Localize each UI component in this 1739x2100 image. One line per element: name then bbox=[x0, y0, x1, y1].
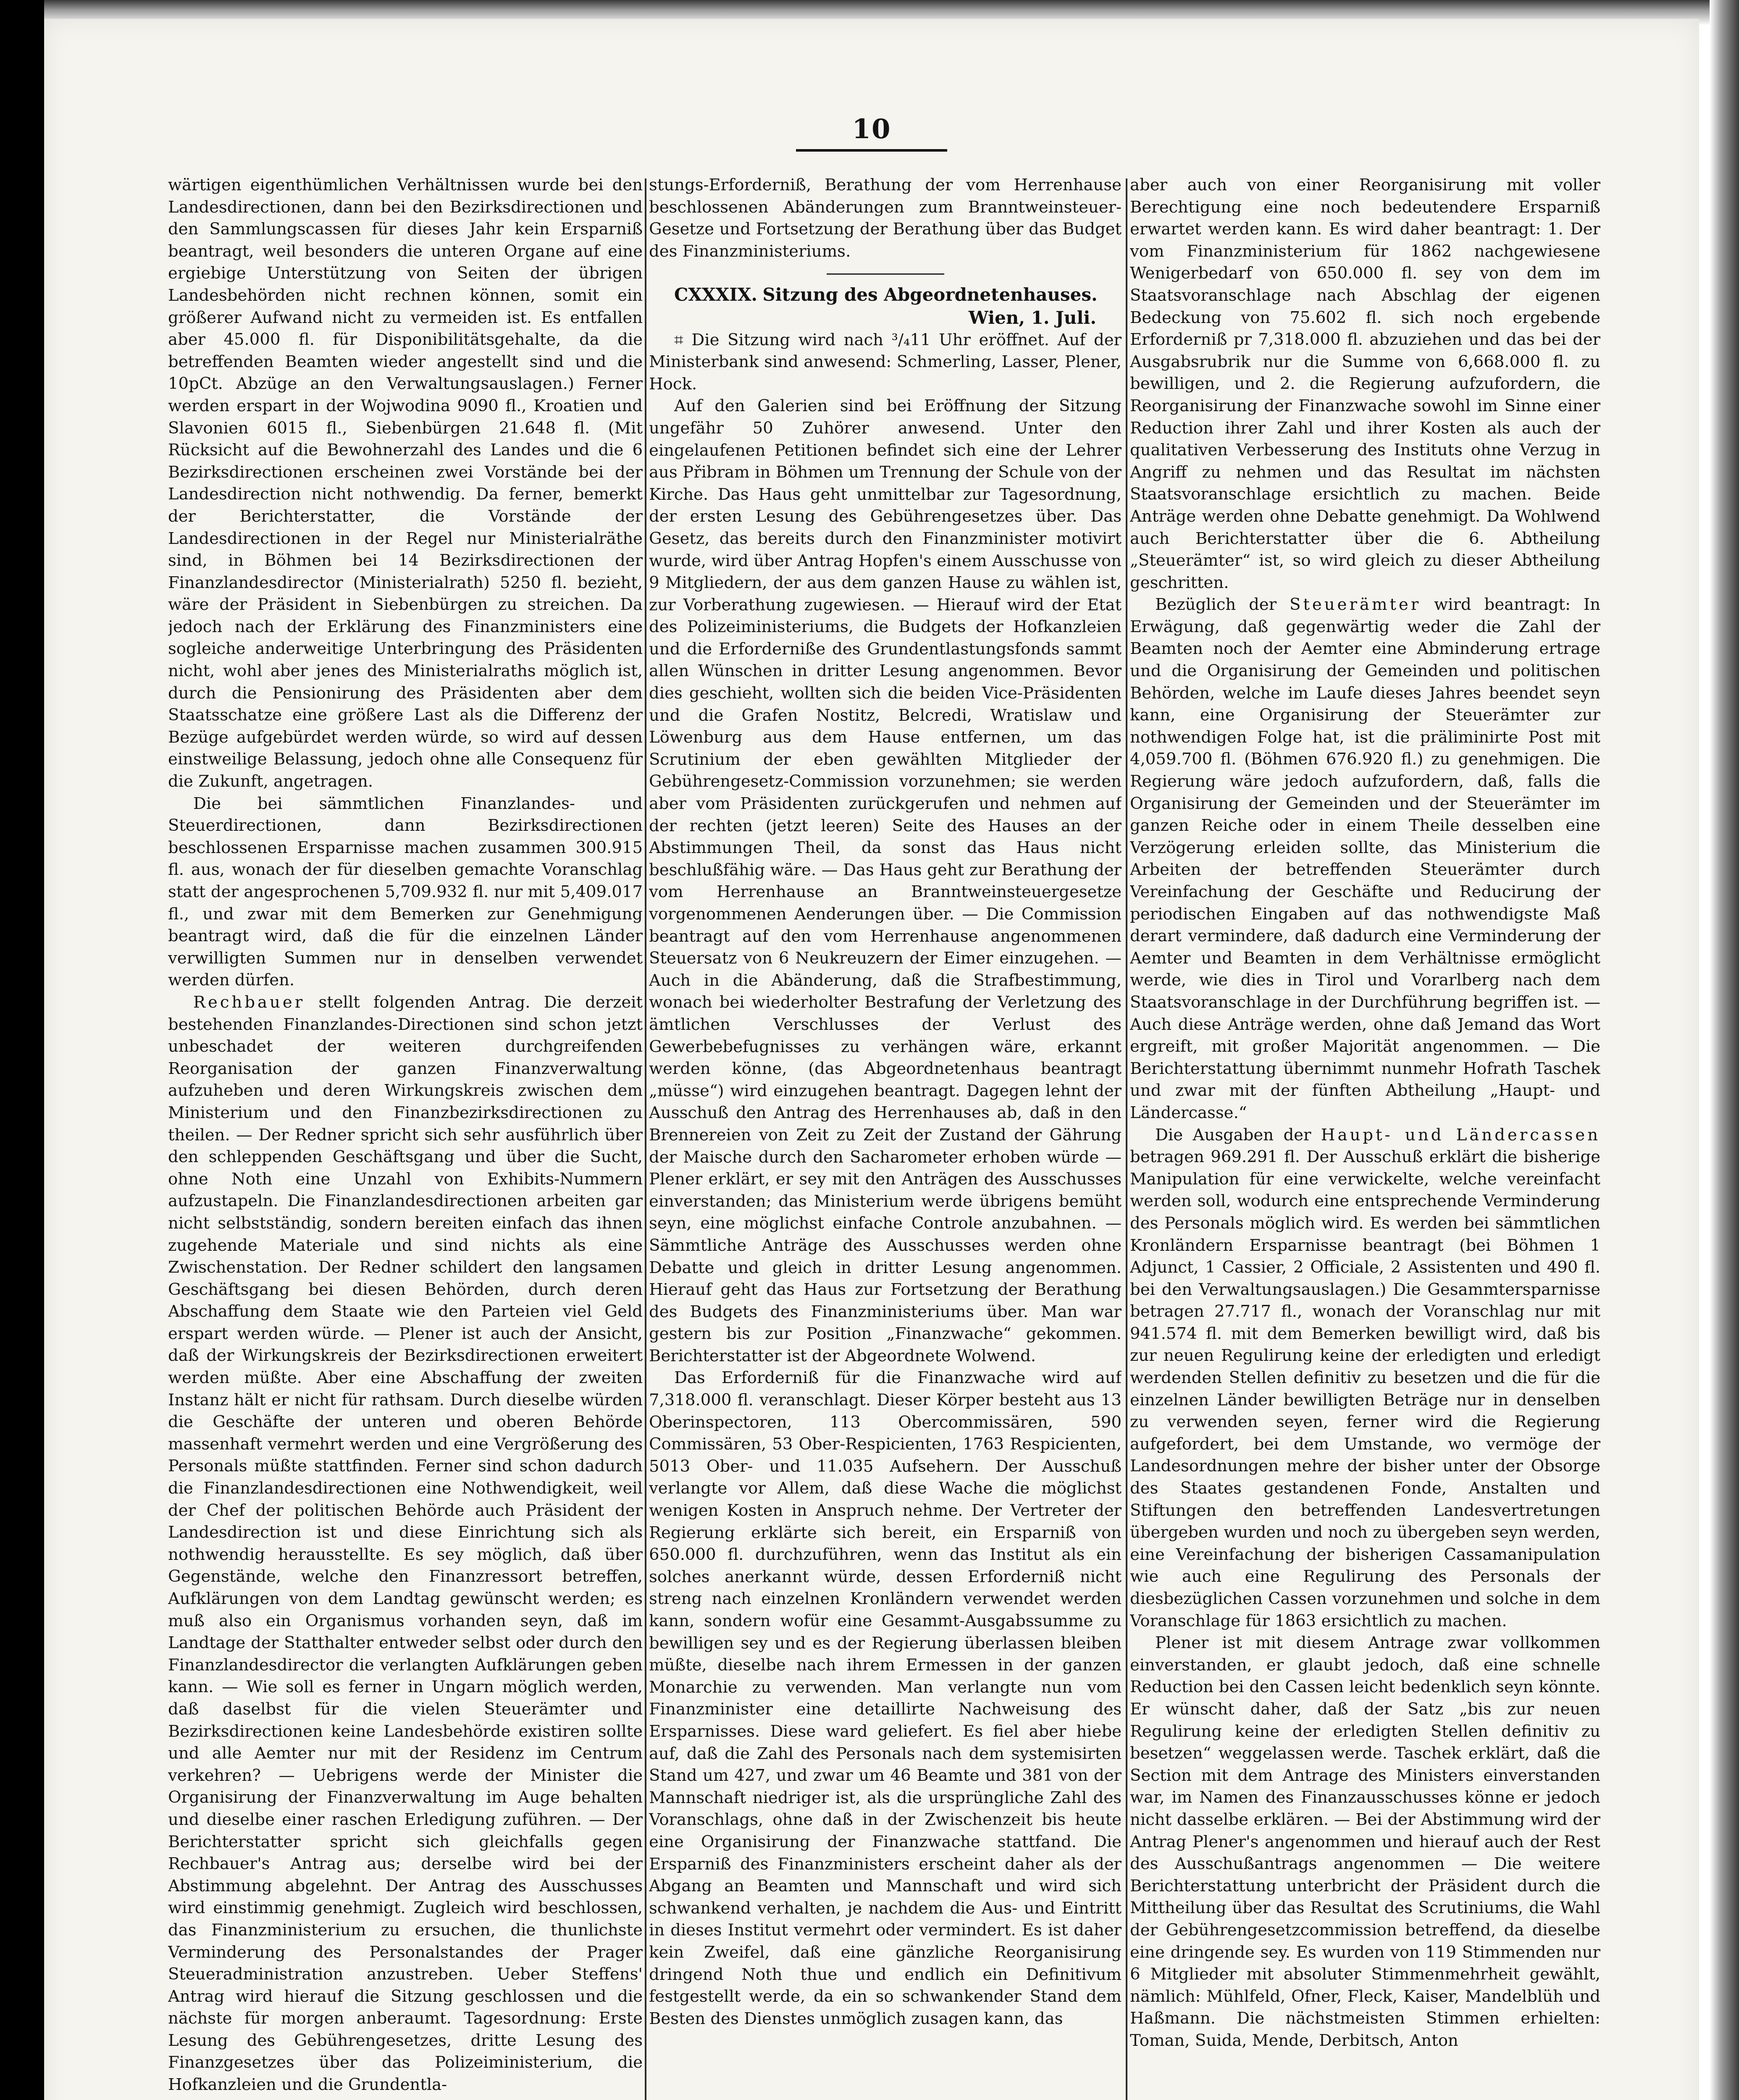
paragraph-text: stellt folgenden Antrag. Die derzeit bestehenden Finanzlandes-Directionen sind schon jetzt unbeschadet der weiteren durchgreifenden Reorganisation der ganzen Finanzverwaltung aufzuheben und deren Wirkungskreis zwischen dem Ministerium und den Finanzbezirksdirectionen zu theilen. — Der Redner spricht sich sehr ausführlich über den schleppenden Geschäftsgang und über die Sucht, ohne Noth eine Unzahl von Exhibits-Nummern aufzustapeln. Die Finanzlandesdirectionen arbeiten gar nicht selbstständig, sondern bereiten einfach das ihnen zugehende Materiale und sind nichts als eine Zwischenstation. Der Redner schildert den langsamen Geschäftsgang bei diesen Behörden, durch deren Abschaffung dem Staate wie den Parteien viel Geld erspart werden würde. — Plener ist auch der Ansicht, daß der Wirkungskreis der Bezirksdirectionen erweitert werden müßte. Aber eine Abschaffung der zweiten Instanz hält er nicht für rathsam. Durch dieselbe würden die Geschäfte der unteren und oberen Behörde massenhaft vermehrt werden und eine Vergrößerung des Personals müßte stattfinden. Ferner sind schon dadurch die Finanzlandesdirectionen eine Nothwendigkeit, weil der Chef der politischen Behörde auch Präsident der Landesdirection ist und diese Einrichtung sich als nothwendig herausstellte. Es sey möglich, daß über Gegenstände, welche den Finanzressort betreffen, Aufklärungen von dem Landtag gewünscht werden; es muß also ein Organismus vorhanden seyn, daß im Landtage der Statthalter entweder selbst oder durch den Finanzlandesdirector die verlangten Aufklärungen geben kann. — Wie soll es ferner in Ungarn möglich werden, daß daselbst für die vielen Steuerämter und Bezirksdirectionen keine Landesbehörde existiren sollte und alle Aemter nur mit der Residenz im Centrum verkehren? — Uebrigens werde der Minister die Organisirung der Finanzverwaltung im Auge behalten und dieselbe einer raschen Erledigung zuführen. — Der Berichterstatter spricht sich gleichfalls gegen Rechbauer's Antrag aus; derselbe wird bei der Abstimmung abgelehnt. Der Antrag des Ausschusses wird einstimmig genehmigt. Zugleich wird beschlossen, das Finanzministerium zu ersuchen, die thunlichste Verminderung des Personalstandes der Prager Steueradministration anzustreben. Ueber Steffens' Antrag wird hierauf die Sitzung geschlossen und die nächste für morgen anberaumt. Tagesordnung: Erste Lesung des Gebührengesetzes, dritte Lesung des Finanzgesetzes über das Polizeiministerium, die Hofkanzleien und die Grundentla- bbox=[168, 992, 643, 2095]
paragraph: wärtigen eigenthümlichen Verhältnissen wurde bei den Landesdirectionen, dann bei den Bezirksdirectionen und den Sammlungscassen für dieses Jahr kein Ersparniß beantragt, weil besonders die unteren Organe auf eine ergiebige Unterstützung von Seiten der übrigen Landesbehörden nicht rechnen können, somit ein größerer Aufwand nicht zu vermeiden ist. Es entfallen aber 45.000 fl. für Disponibilitätsgehalte, da die betreffenden Beamten wieder angestellt sind und die 10pCt. Abzüge an den Verwaltungsauslagen.) Ferner werden erspart in der Wojwodina 9090 fl., Kroatien und Slavonien 6015 fl., Siebenbürgen 21.648 fl. (Mit Rücksicht auf die Bewohnerzahl des Landes und die 6 Bezirksdirectionen erscheinen zwei Vorstände bei der Landesdirection nicht nothwendig. Da ferner, bemerkt der Berichterstatter, die Vorstände der Landesdirectionen in der Regel nur Ministerialräthe sind, in Böhmen bei 14 Bezirksdirectionen der Finanzlandesdirector (Ministerialrath) 5250 fl. bezieht, wäre der Präsident in Siebenbürgen zu streichen. Da jedoch nach der Erklärung des Finanzministers eine sogleiche anderweitige Unterbringung des Präsidenten nicht, wohl aber jenes des Ministerialraths möglich ist, durch die Pensionirung des Präsidenten aber dem Staatsschatze eine größere Last als die Differenz der Bezüge aufgebürdet werden würde, so wird auf dessen einstweilige Belassung, jedoch ohne alle Consequenz für die Zukunft, angetragen. bbox=[168, 176, 643, 791]
article-title: Sitzung des Abgeordnetenhauses. bbox=[762, 284, 1098, 305]
page-number: 10 bbox=[852, 113, 891, 145]
paragraph bbox=[168, 992, 643, 2096]
dateline: Wien, 1. Juli. bbox=[968, 307, 1096, 328]
paragraph: Bezüglich der Steuerämter wird beantragt: In Erwägung, daß gegenwärtig weder die Zahl der Beamten noch der Aemter eine Abminderung ertrage und die Organisirung der Gemeinden und politischen Behörden, welche im Laufe dieses Jahres beendet seyn kann, eine Organisirung der Steuerämter zur nothwendigen Folge hat, ist die präliminirte Post mit 4,059.700 fl. (Böhmen 676.920 fl.) zu genehmigen. Die Regierung wäre jedoch aufzufordern, daß, falls die Organisirung der Gemeinden und der Steuerämter im ganzen Reiche oder in einem Theile desselben eine Verzögerung erleiden sollte, das Ministerium die Arbeiten der betreffenden Steuerämter durch Vereinfachung der Geschäfte und Reducirung der periodischen Eingaben auf das nothwendigste Maß derart vermindere, daß dadurch eine Verminderung der Aemter und Beamten in dem Verhältnisse ermöglicht werde, wie dies in Tirol und Vorarlberg nach dem Staatsvoranschlage in der Durchführung begriffen ist. — Auch diese Anträge werden, ohne daß Jemand das Wort ergreift, mit großer Majorität angenommen. — Die Berichterstattung übernimmt nunmehr Hofrath Taschek und zwar mit der fünften Abtheilung „Haupt- und Ländercasse.“ bbox=[1130, 595, 1600, 1122]
article-heading bbox=[649, 284, 1122, 307]
article-number: CXXXIX. bbox=[674, 284, 758, 305]
spaced-term: Steuerämter bbox=[1289, 595, 1421, 614]
scan-edge-left bbox=[0, 0, 44, 2100]
text-column-1 bbox=[168, 174, 643, 2100]
scan-shadow-right bbox=[1710, 0, 1739, 2100]
section-rule bbox=[827, 273, 944, 275]
text-column-3 bbox=[1130, 174, 1600, 2100]
speaker-name: Rechbauer bbox=[193, 992, 305, 1012]
paragraph: Auf den Galerien sind bei Eröffnung der Sitzung ungefähr 50 Zuhörer anwesend. Unter den eingelaufenen Petitionen befindet sich eine der Lehrer aus Přibram in Böhmen um Trennung der Schule von der Kirche. Das Haus geht unmittelbar zur Tagesordnung, der ersten Lesung des Gebührengesetzes über. Das Gesetz, das bereits durch den Finanzminister motivirt wurde, wird über Antrag Hopfen's einem Ausschusse von 9 Mitgliedern, der aus dem ganzen Hause zu wählen ist, zur Vorberathung zugewiesen. — Hierauf wird der Etat des Polizeiministeriums, die Budgets der Hofkanzleien und die Erforderniße des Grundentlastungsfonds sammt allen Wünschen in dritter Lesung angenommen. Bevor dies geschieht, wollten sich die beiden Vice-Präsidenten und die Grafen Nostitz, Belcredi, Wratislaw und Löwenburg aus dem Hause entfernen, um das Scrutinium der eben gewählten Mitglieder der Gebührengesetz-Commission vorzunehmen; sie werden aber vom Präsidenten zurückgerufen und nehmen auf der rechten (jetzt leeren) Seite des Hauses an der Abstimmungen Theil, da sonst das Haus nicht beschlußfähig wäre. — Das Haus geht zur Berathung der vom Herrenhause an Branntweinsteuergesetze vorgenommenen Aenderungen über. — Die Commission beantragt auf den vom Herrenhause angenommenen Steuersatz von 6 Neukreuzern der Eimer einzugehen. — Auch in die Abänderung, daß die Strafbestimmung, wonach bei wiederholter Bestrafung der Verletzung des ämtlichen Verschlusses der Verlust des Gewerbebefugnisses zu verhängen wäre, erkannt werden könne, (das Abgeordnetenhaus beantragt „müsse“) wird einzugehen beantragt. Dagegen lehnt der Ausschuß den Antrag des Herrenhauses ab, daß in den Brennereien von Zeit zu Zeit der Zustand der Gährung der Maische durch den Sacharometer erhoben würde — Plener erklärt, er sey mit den Anträgen des Ausschusses einverstanden; das Ministerium werde übrigens bemüht seyn, eine möglichst einfache Controle anzubahnen. — Sämmtliche Anträge des Ausschusses werden ohne Debatte und gleich in dritter Lesung angenommen. Hierauf geht das Haus zur Fortsetzung der Berathung des Budgets des Finanzministeriums über. Man war gestern bis zur Position „Finanzwache“ gekommen. Berichterstatter ist der Abgeordnete Wolwend. bbox=[649, 396, 1122, 1365]
text-column-2 bbox=[649, 174, 1122, 2100]
paragraph: Das Erforderniß für die Finanzwache wird auf 7,318.000 fl. veranschlagt. Dieser Körper besteht aus 13 Oberinspectoren, 113 Obercommissären, 590 Commissären, 53 Ober-Respicienten, 1763 Respicienten, 5013 Ober- und 11.035 Aufsehern. Der Ausschuß verlangte vor Allem, daß diese Wache die möglichst wenigen Kosten in Anspruch nehme. Der Vertreter der Regierung erklärte sich bereit, ein Ersparniß von 650.000 fl. durchzuführen, wenn das Institut als ein solches anerkannt würde, dessen Erforderniß nicht streng nach einzelnen Kronländern verwendet werden kann, sondern wofür eine Gesammt-Ausgabssumme zu bewilligen sey und es der Regierung überlassen bleiben müßte, dieselbe nach ihrem Ermessen in der ganzen Monarchie zu verwenden. Man verlangte nun vom Finanzminister eine detaillirte Nachweisung des Ersparnisses. Diese ward geliefert. Es fiel aber hiebe auf, daß die Zahl des Personals nach dem systemisirten Stand um 427, und zwar um 46 Beamte und 381 von der Mannschaft niedriger ist, als die ursprüngliche Zahl des Voranschlags, ohne daß in der Zwischenzeit bis heute eine Organisirung der Finanzwache stattfand. Die Ersparniß des Finanzministers erscheint daher als der Abgang an Beamten und Mannschaft und wird sich schwankend verhalten, je nachdem die Aus- und Eintritt in dieses Institut vermehrt oder vermindert. Es ist daher kein Zweifel, daß eine gänzliche Reorganisirung dringend Noth thue und endlich ein Definitivum festgestellt werde, da ein so schwankender Stand dem Besten des Dienstes unmöglich zusagen kann, das bbox=[649, 1368, 1122, 2028]
page-number-rule bbox=[796, 149, 947, 152]
paragraph: Die Ausgaben der Haupt- und Ländercassen betragen 969.291 fl. Der Ausschuß erklärt die bisherige Manipulation für eine verwickelte, welche vereinfacht werden soll, wodurch eine entsprechende Verminderung des Personals möglich wird. Es werden bei sämmtlichen Kronländern Ersparnisse beantragt (bei Böhmen 1 Adjunct, 1 Cassier, 2 Officiale, 2 Assistenten und 490 fl. bei den Verwaltungsauslagen.) Die Gesammtersparnisse betragen 27.717 fl., wonach der Voranschlag nur mit 941.574 fl. mit dem Bemerken bewilligt wird, daß bis zur neuen Regulirung keine der erledigten und erledigt werdenden Stellen definitiv zu besetzen und die für die einzelnen Länder bewilligten Beträge nur in denselben zu verwenden seyen, ferner wird die Regierung aufgefordert, bei dem Umstande, wo vermöge der Landesordnungen mehre der bisher unter der Obsorge des Staates gestandenen Fonde, Anstalten und Stiftungen den betreffenden Landesvertretungen übergeben wurden und noch zu übergeben seyn werden, eine Vereinfachung der bisherigen Cassamanipulation wie auch eine Regulirung des Personals der diesbezüglichen Cassen vorzunehmen und solche in dem Voranschlage für 1863 ersichtlich zu machen. bbox=[1130, 1125, 1600, 1630]
spaced-term: Haupt- und Ländercassen bbox=[1321, 1125, 1600, 1144]
paragraph: Plener ist mit diesem Antrage zwar vollkommen einverstanden, er glaubt jedoch, daß eine schnelle Reduction bei den Cassen leicht bedenklich seyn könnte. Er wünscht daher, daß der Satz „bis zur neuen Regulirung keine der erledigten Stellen definitiv zu besetzen“ weggelassen werde. Taschek erklärt, daß die Section mit dem Antrage des Ministers einverstanden war, im Namen des Finanzausschusses könne er jedoch nicht dasselbe erklären. — Bei der Abstimmung wird der Antrag Plener's angenommen und hierauf auch der Rest des Ausschußantrags angenommen — Die weitere Berichterstattung unterbricht der Präsident durch die Mittheilung über das Resultat des Scrutiniums, die Wahl der Gebührengesetzcommission betreffend, da dieselbe eine dringende sey. Es wurden von 119 Stimmenden nur 6 Mitglieder mit absoluter Stimmenmehrheit gewählt, nämlich: Mühlfeld, Ofner, Fleck, Kaiser, Mandelblüh und Haßmann. Die nächstmeisten Stimmen erhielten: Toman, Suida, Mende, Derbitsch, Anton bbox=[1130, 1633, 1600, 2050]
paragraph: stungs-Erforderniß, Berathung der vom Herrenhause beschlossenen Abänderungen zum Branntweinsteuer-Gesetze und Fortsetzung der Berathung über das Budget des Finanzministeriums. bbox=[649, 176, 1122, 261]
column-divider-1 bbox=[645, 178, 646, 2100]
paragraph: Die bei sämmtlichen Finanzlandes- und Steuerdirectionen, dann Bezirksdirectionen beschlossenen Ersparnisse machen zusammen 300.915 fl. aus, wonach der für dieselben gemachte Voranschlag statt der angesprochenen 5,709.932 fl. nur mit 5,409.017 fl., und zwar mit dem Bemerken zur Genehmigung beantragt wird, daß die für die einzelnen Länder verwilligten Summen nur in denselben verwendet werden dürfen. bbox=[168, 794, 643, 990]
column-divider-2 bbox=[1126, 178, 1127, 2100]
paragraph: aber auch von einer Reorganisirung mit voller Berechtigung eine noch bedeutendere Ersparniß erwartet werden kann. Es wird daher beantragt: 1. Der vom Finanzministerium für 1862 nachgewiesene Wenigerbedarf von 650.000 fl. sey von dem im Staatsvoranschlage nach Abschlag der eigenen Bedeckung von 75.602 fl. sich noch ergebende Erforderniß pr 7,318.000 fl. abzuziehen und das bei der Ausgabsrubrik nur die Summe von 6,668.000 fl. zu bewilligen, und 2. die Regierung aufzufordern, die Reorganisirung der Finanzwache sowohl im Sinne einer Reduction ihrer Zahl und ihrer Kosten als auch der qualitativen Verbesserung des Instituts ohne Verzug in Angriff zu nehmen und das Resultat im nächsten Staatsvoranschlage ersichtlich zu machen. Beide Anträge werden ohne Debatte genehmigt. Da Wohlwend auch Berichterstatter über die 6. Abtheilung „Steuerämter“ ist, so wird gleich zu dieser Abtheilung geschritten. bbox=[1130, 176, 1600, 592]
paragraph: ⌗ Die Sitzung wird nach ³/₄11 Uhr eröffnet. Auf der Ministerbank sind anwesend: Schmerling, Lasser, Plener, Hock. bbox=[649, 330, 1122, 394]
